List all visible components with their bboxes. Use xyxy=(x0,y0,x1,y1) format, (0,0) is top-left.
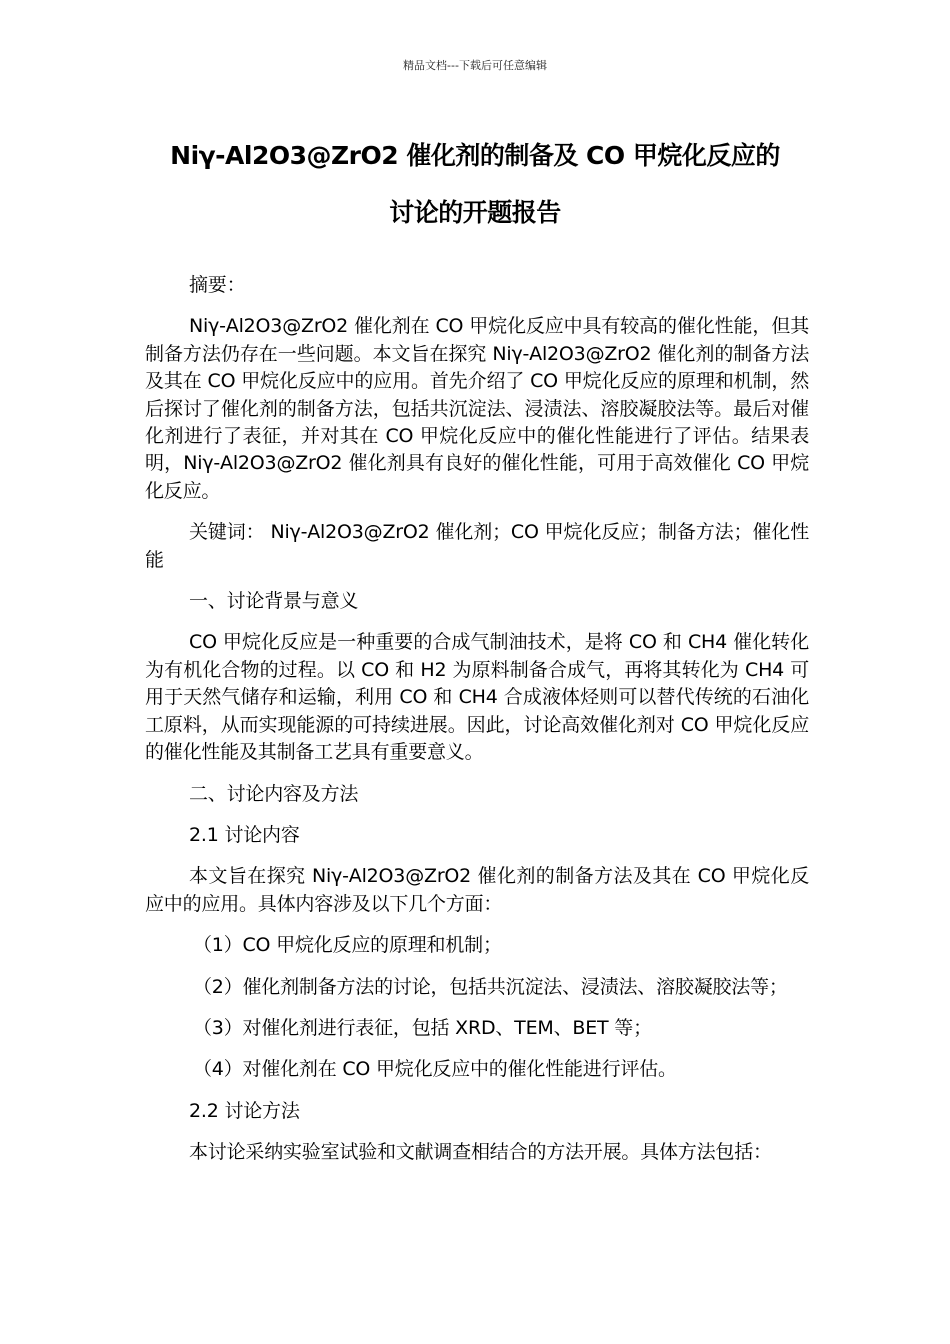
list-item: （2）催化剂制备方法的讨论，包括共沉淀法、浸渍法、溶胶凝胶法等； xyxy=(193,975,788,998)
keywords-paragraph: 关键词： Niγ-Al2O3@ZrO2 催化剂；CO 甲烷化反应；制备方法；催化性能 xyxy=(145,521,809,571)
section-2-2-paragraph: 本讨论采纳实验室试验和文献调查相结合的方法开展。具体方法包括： xyxy=(189,1141,772,1164)
section-2-1-paragraph: 本文旨在探究 Niγ-Al2O3@ZrO2 催化剂的制备方法及其在 CO 甲烷化反应中的应用。具体内容涉及以下几个方面： xyxy=(145,865,809,915)
document-title-line-2: 讨论的开题报告 xyxy=(389,198,561,227)
list-item: （3）对催化剂进行表征，包括 XRD、TEM、BET 等； xyxy=(193,1016,652,1039)
header-note: 精品文档---下载后可任意编辑 xyxy=(403,59,547,72)
section-2-1-heading: 2.1 讨论内容 xyxy=(189,823,300,846)
section-1-heading: 一、讨论背景与意义 xyxy=(189,590,359,613)
section-1-paragraph: CO 甲烷化反应是一种重要的合成气制油技术，是将 CO 和 CH4 催化转化为有机化合物的过程。以 CO 和 H2 为原料制备合成气，再将其转化为 CH4 可用于天然气储存和运输，利用 CO 和 CH4 合成液体烃则可以替代传统的石油化工原料，从而实现能源的可持续进展。因此，讨论高效催化剂对 CO 甲烷化反应的催化性能及其制备工艺具有重要意义。 xyxy=(145,631,809,764)
document-title-line-1: Niγ-Al2O3@ZrO2 催化剂的制备及 CO 甲烷化反应的 xyxy=(170,141,780,170)
section-2-heading: 二、讨论内容及方法 xyxy=(189,782,359,805)
list-item: （4）对催化剂在 CO 甲烷化反应中的催化性能进行评估。 xyxy=(193,1058,677,1081)
list-item: （1）CO 甲烷化反应的原理和机制； xyxy=(193,934,502,957)
abstract-paragraph: Niγ-Al2O3@ZrO2 催化剂在 CO 甲烷化反应中具有较高的催化性能，但其制备方法仍存在一些问题。本文旨在探究 Niγ-Al2O3@ZrO2 催化剂的制备方法及其在 CO 甲烷化反应中的应用。首先介绍了 CO 甲烷化反应的原理和机制，然后探讨了催化剂的制备方法，包括共沉淀法、浸渍法、溶胶凝胶法等。最后对催化剂进行了表征，并对其在 CO 甲烷化反应中的催化性能进行了评估。结果表明，Niγ-Al2O3@ZrO2 催化剂具有良好的催化性能，可用于高效催化 CO 甲烷化反应。 xyxy=(145,315,809,502)
document-body xyxy=(145,272,809,1181)
abstract-label: 摘要： xyxy=(189,274,246,296)
section-2-2-heading: 2.2 讨论方法 xyxy=(189,1099,300,1122)
